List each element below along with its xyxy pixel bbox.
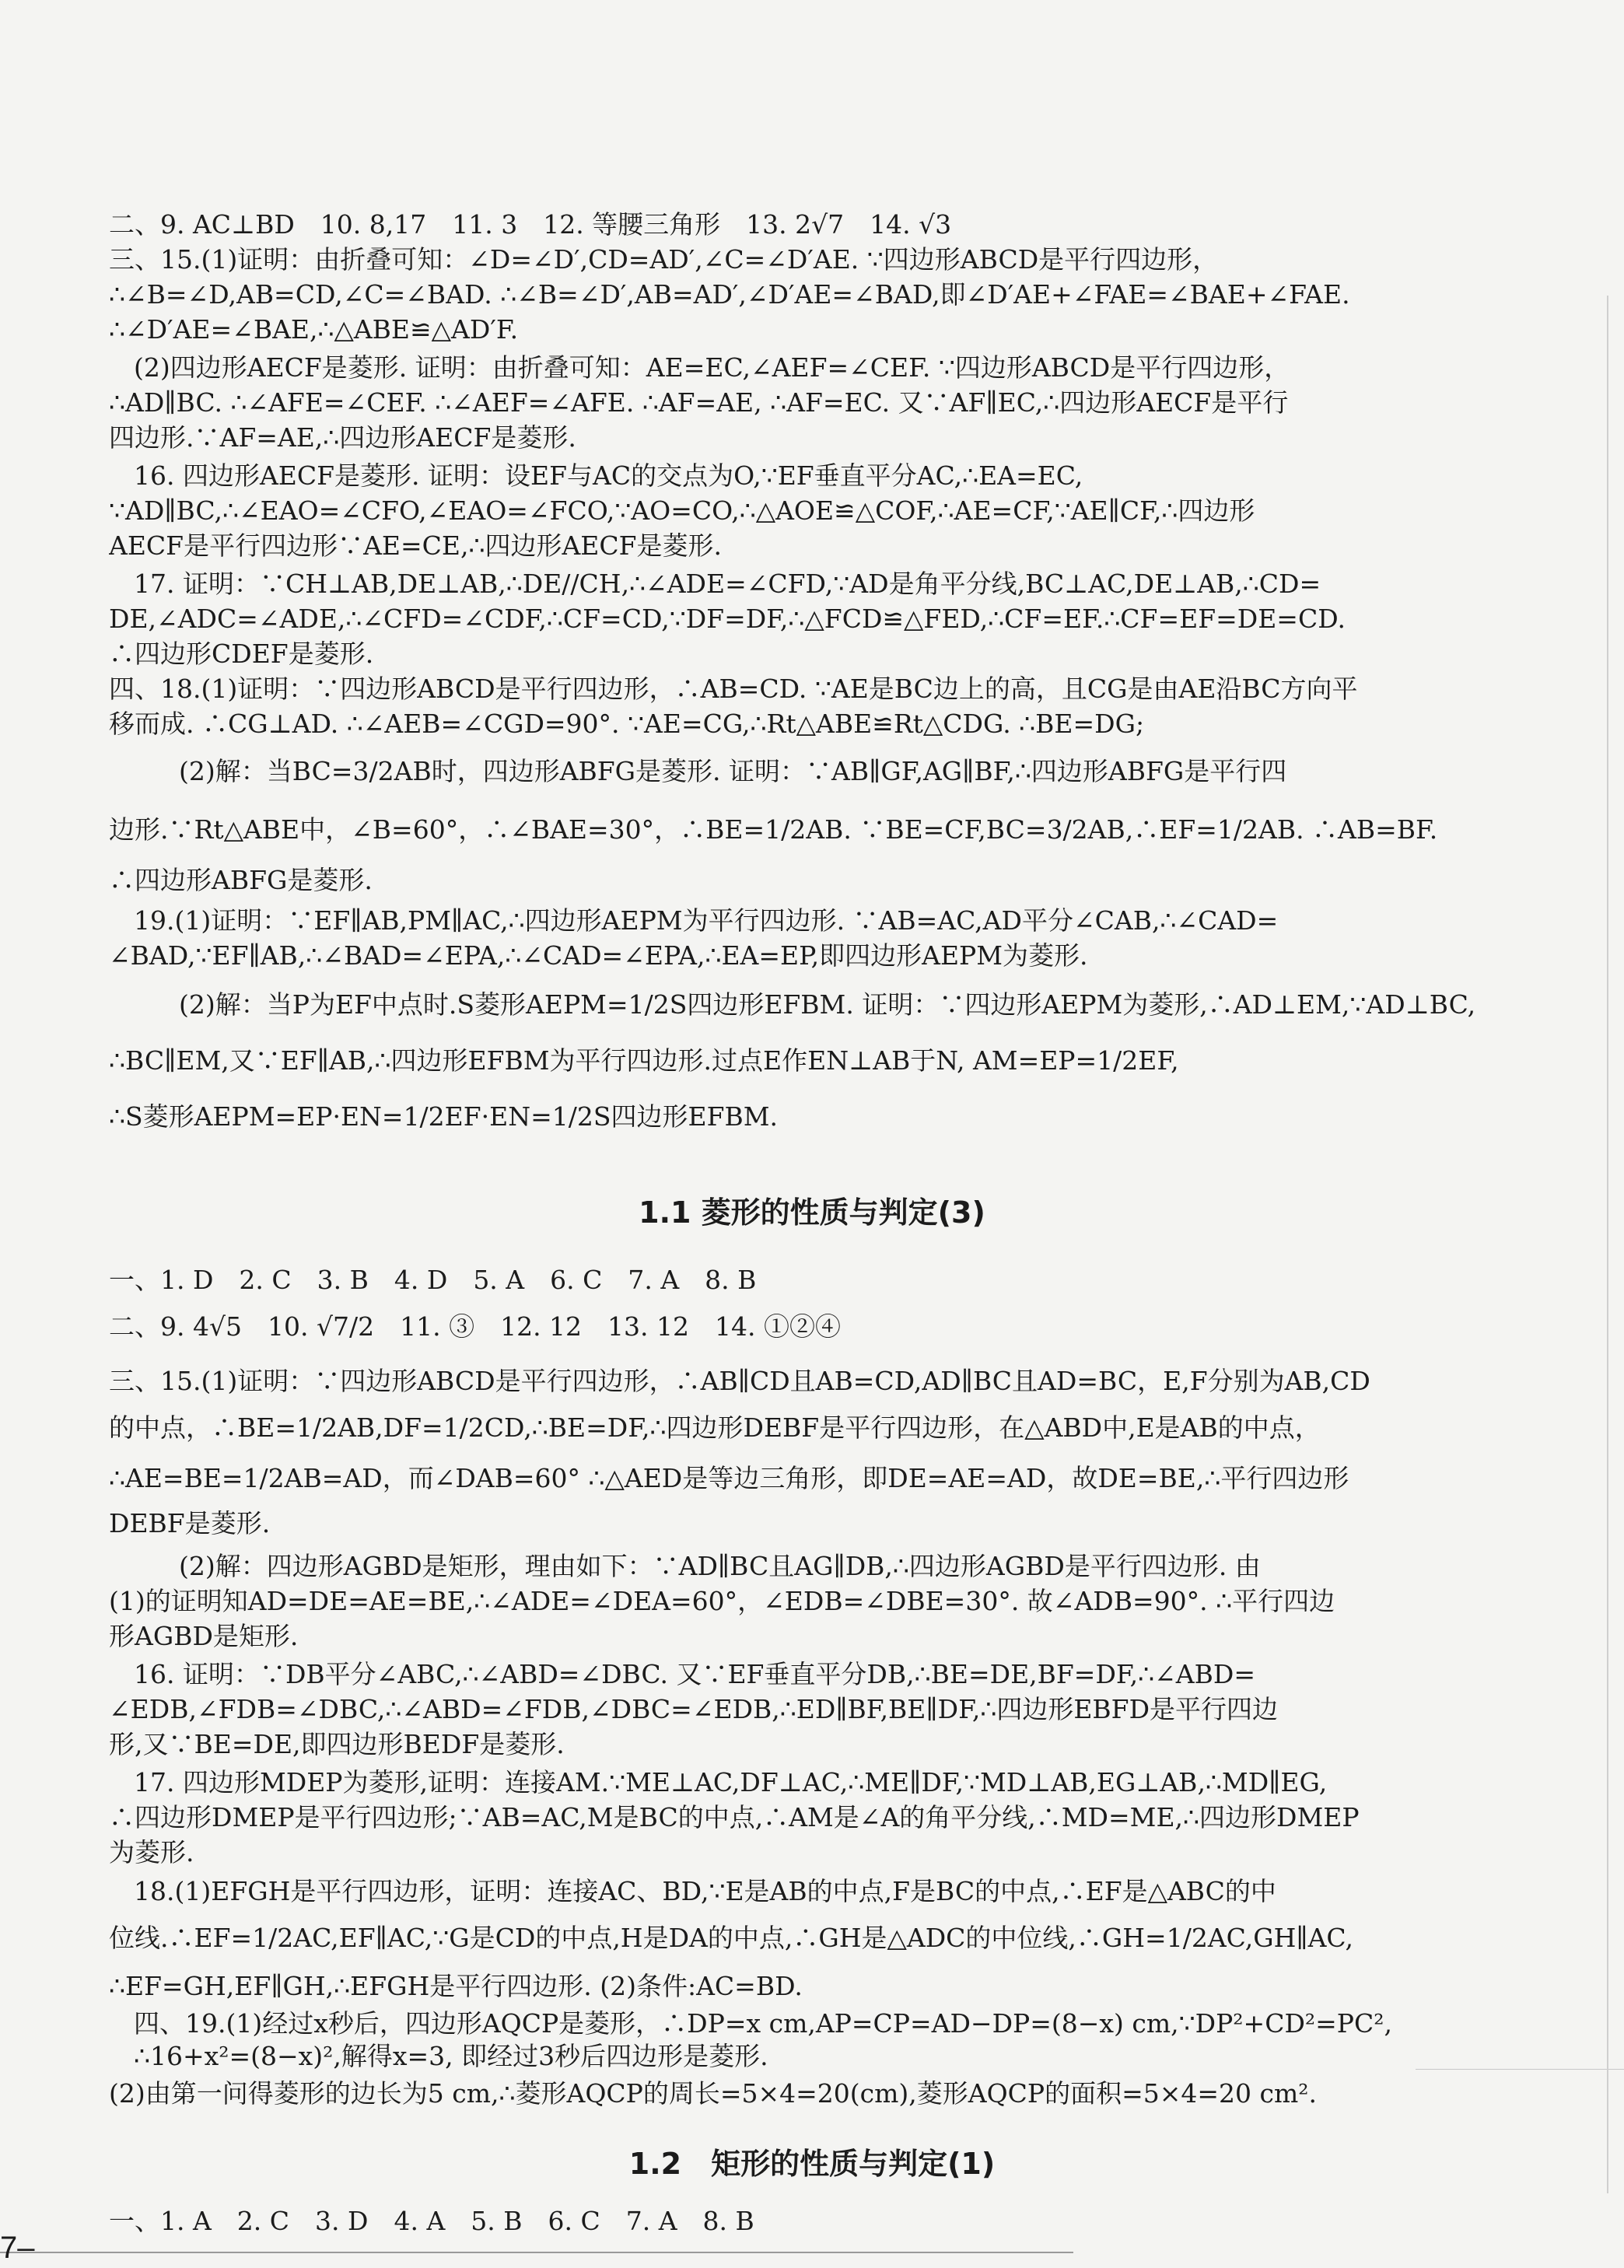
answer-line: (2)解：当BC=3/2AB时，四边形ABFG是菱形. 证明：∵AB∥GF,AG∥BF,∴四边形ABFG是平行四 bbox=[179, 756, 1287, 786]
answer-line: 17. 四边形MDEP为菱形,证明：连接AM.∵ME⊥AC,DF⊥AC,∴ME∥DF,∵MD⊥AB,EG⊥AB,∴MD∥EG, bbox=[134, 1767, 1328, 1797]
answer-line: (2)解：四边形AGBD是矩形，理由如下：∵AD∥BC且AG∥DB,∴四边形AGBD是平行四边形. 由 bbox=[179, 1551, 1261, 1581]
answer-line: ∴BC∥EM,又∵EF∥AB,∴四边形EFBM为平行四边形.过点E作EN⊥AB于N, AM=EP=1/2EF, bbox=[109, 1045, 1179, 1076]
answer-line: ∴16+x²=(8−x)²,解得x=3, 即经过3秒后四边形是菱形. bbox=[134, 2041, 768, 2071]
section-title: 1.2 矩形的性质与判定(1) bbox=[628, 2147, 996, 2181]
page-edge bbox=[1607, 296, 1608, 2193]
answer-line: 17. 证明：∵CH⊥AB,DE⊥AB,∴DE//CH,∴∠ADE=∠CFD,∵AD是角平分线,BC⊥AC,DE⊥AB,∴CD= bbox=[134, 569, 1321, 599]
bottom-rule bbox=[0, 2252, 1073, 2253]
answer-line: ∠BAD,∵EF∥AB,∴∠BAD=∠EPA,∴∠CAD=∠EPA,∴EA=EP,即四边形AEPM为菱形. bbox=[109, 940, 1088, 971]
answer-line: 三、15.(1)证明：∵四边形ABCD是平行四边形，∴AB∥CD且AB=CD,AD∥BC且AD=BC，E,F分别为AB,CD bbox=[109, 1366, 1370, 1396]
answer-line: ∴S菱形AEPM=EP·EN=1/2EF·EN=1/2S四边形EFBM. bbox=[109, 1101, 778, 1132]
answer-line: 位线.∴EF=1/2AC,EF∥AC,∵G是CD的中点,H是DA的中点,∴GH是△ADC的中位线,∴GH=1/2AC,GH∥AC, bbox=[109, 1923, 1353, 1953]
answer-line: 四边形.∵AF=AE,∴四边形AECF是菱形. bbox=[109, 422, 576, 453]
answer-line: 形,又∵BE=DE,即四边形BEDF是菱形. bbox=[109, 1729, 565, 1759]
margin-rule bbox=[1416, 2069, 1624, 2070]
answer-line: (2)解：当P为EF中点时.S菱形AEPM=1/2S四边形EFBM. 证明：∵四边形AEPM为菱形,∴AD⊥EM,∵AD⊥BC, bbox=[179, 989, 1476, 1020]
answer-line: ∠EDB,∠FDB=∠DBC,∴∠ABD=∠FDB,∠DBC=∠EDB,∴ED∥BF,BE∥DF,∴四边形EBFD是平行四边 bbox=[109, 1694, 1279, 1724]
answer-line: ∴∠B=∠D,AB=CD,∠C=∠BAD. ∴∠B=∠D′,AB=AD′,∠D′AE=∠BAD,即∠D′AE+∠FAE=∠BAE+∠FAE. bbox=[109, 279, 1350, 310]
answer-line: 边形.∵Rt△ABE中，∠B=60°，∴∠BAE=30°，∴BE=1/2AB. ∵BE=CF,BC=3/2AB,∴EF=1/2AB. ∴AB=BF. bbox=[109, 814, 1438, 845]
answer-line: ∴EF=GH,EF∥GH,∴EFGH是平行四边形. (2)条件:AC=BD. bbox=[109, 1971, 803, 2001]
answer-line: 四、19.(1)经过x秒后，四边形AQCP是菱形，∴DP=x cm,AP=CP=AD−DP=(8−x) cm,∵DP²+CD²=PC², bbox=[134, 2008, 1392, 2039]
answer-line: 一、1. D 2. C 3. B 4. D 5. A 6. C 7. A 8. B bbox=[109, 1265, 757, 1295]
answer-line: 二、9. 4√5 10. √7/2 11. ③ 12. 12 13. 12 14. ①②④ bbox=[109, 1311, 841, 1342]
answer-line: DE,∠ADC=∠ADE,∴∠CFD=∠CDF,∴CF=CD,∵DF=DF,∴△FCD≌△FED,∴CF=EF.∴CF=EF=DE=CD. bbox=[109, 604, 1346, 634]
answer-line: 18.(1)EFGH是平行四边形，证明：连接AC、BD,∵E是AB的中点,F是BC的中点,∴EF是△ABC的中 bbox=[134, 1876, 1276, 1906]
answer-line: 为菱形. bbox=[109, 1837, 194, 1867]
answer-line: ∴四边形ABFG是菱形. bbox=[109, 865, 373, 895]
answer-line: ∵AD∥BC,∴∠EAO=∠CFO,∠EAO=∠FCO,∵AO=CO,∴△AOE≌△COF,∴AE=CF,∵AE∥CF,∴四边形 bbox=[109, 495, 1255, 526]
answer-line: 二、9. AC⊥BD 10. 8,17 11. 3 12. 等腰三角形 13. 2√7 14. √3 bbox=[109, 209, 952, 240]
answer-line: 一、1. A 2. C 3. D 4. A 5. B 6. C 7. A 8. B bbox=[109, 2206, 754, 2236]
answer-line: 的中点，∴BE=1/2AB,DF=1/2CD,∴BE=DF,∴四边形DEBF是平行四边形，在△ABD中,E是AB的中点， bbox=[109, 1412, 1321, 1443]
answer-line: 四、18.(1)证明：∵四边形ABCD是平行四边形，∴AB=CD. ∵AE是BC边上的高，且CG是由AE沿BC方向平 bbox=[109, 674, 1358, 704]
answer-line: 16. 四边形AECF是菱形. 证明：设EF与AC的交点为O,∵EF垂直平分AC,∴EA=EC, bbox=[134, 460, 1083, 491]
answer-line: (2)由第一问得菱形的边长为5 cm,∴菱形AQCP的周长=5×4=20(cm),菱形AQCP的面积=5×4=20 cm². bbox=[109, 2078, 1318, 2109]
answer-line: 形AGBD是矩形. bbox=[109, 1621, 299, 1651]
answer-line: ∴AD∥BC. ∴∠AFE=∠CEF. ∴∠AEF=∠AFE. ∴AF=AE, ∴AF=EC. 又∵AF∥EC,∴四边形AECF是平行 bbox=[109, 387, 1289, 418]
answer-line: ∴四边形CDEF是菱形. bbox=[109, 639, 374, 669]
answer-line: 16. 证明：∵DB平分∠ABC,∴∠ABD=∠DBC. 又∵EF垂直平分DB,∴BE=DE,BF=DF,∴∠ABD= bbox=[134, 1659, 1255, 1689]
answer-line: (2)四边形AECF是菱形. 证明：由折叠可知：AE=EC,∠AEF=∠CEF. ∵四边形ABCD是平行四边形， bbox=[134, 352, 1290, 383]
answer-line: 移而成. ∴CG⊥AD. ∴∠AEB=∠CGD=90°. ∵AE=CG,∴Rt△ABE≌Rt△CDG. ∴BE=DG; bbox=[109, 709, 1145, 739]
answer-line: DEBF是菱形. bbox=[109, 1508, 271, 1538]
answer-line: AECF是平行四边形∵AE=CE,∴四边形AECF是菱形. bbox=[109, 530, 723, 561]
answer-line: 19.(1)证明：∵EF∥AB,PM∥AC,∴四边形AEPM为平行四边形. ∵AB=AC,AD平分∠CAB,∴∠CAD= bbox=[134, 905, 1279, 936]
answer-line: ∴四边形DMEP是平行四边形;∵AB=AC,M是BC的中点,∴AM是∠A的角平分线,∴MD=ME,∴四边形DMEP bbox=[109, 1802, 1360, 1832]
page-number: 7– bbox=[0, 2231, 35, 2265]
answer-line: 三、15.(1)证明：由折叠可知：∠D=∠D′,CD=AD′,∠C=∠D′AE. ∵四边形ABCD是平行四边形， bbox=[109, 244, 1219, 275]
answer-line: (1)的证明知AD=DE=AE=BE,∴∠ADE=∠DEA=60°，∠EDB=∠DBE=30°. 故∠ADB=90°. ∴平行四边 bbox=[109, 1586, 1335, 1616]
section-title: 1.1 菱形的性质与判定(3) bbox=[639, 1195, 985, 1230]
answer-line: ∴∠D′AE=∠BAE,∴△ABE≌△AD′F. bbox=[109, 314, 519, 345]
answer-line: ∴AE=BE=1/2AB=AD，而∠DAB=60° ∴△AED是等边三角形，即DE=AE=AD，故DE=BE,∴平行四边形 bbox=[109, 1463, 1349, 1493]
